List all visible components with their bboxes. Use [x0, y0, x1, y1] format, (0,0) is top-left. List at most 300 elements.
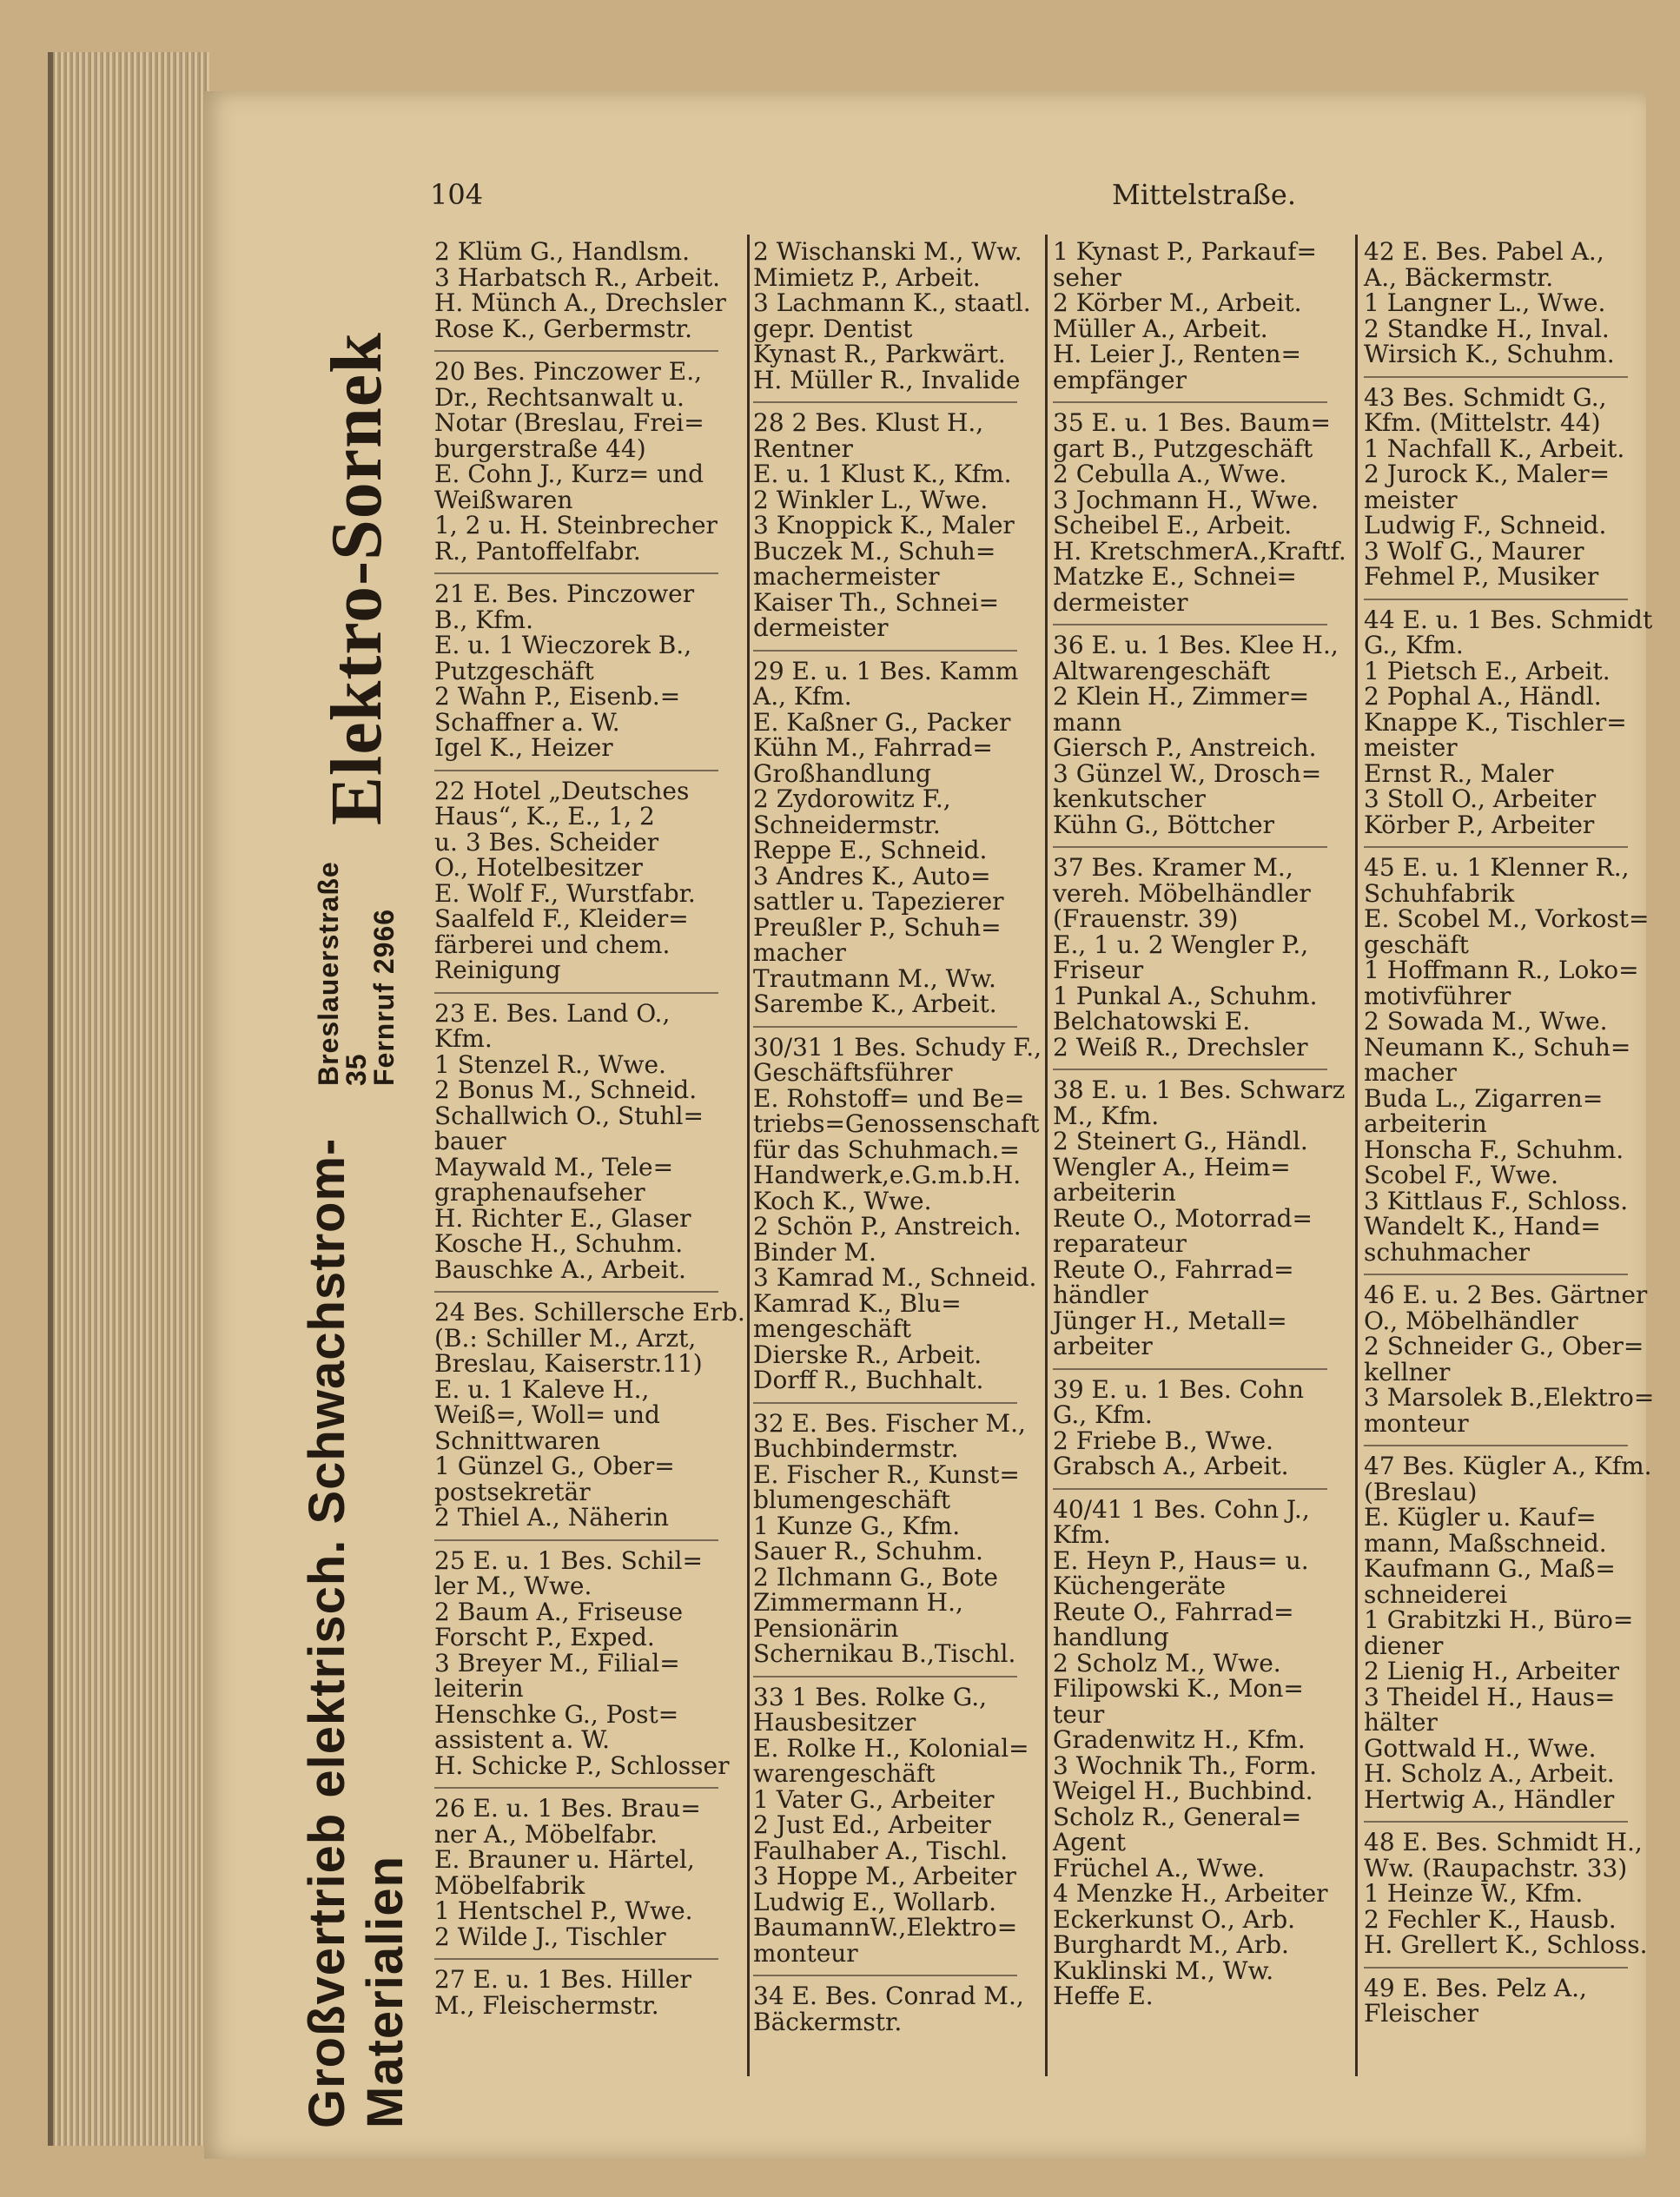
directory-line: teur	[1053, 1699, 1105, 1729]
entry-separator	[1364, 1274, 1628, 1275]
directory-line: Ernst R., Maler	[1364, 758, 1554, 788]
directory-line: Matzke E., Schnei=	[1053, 562, 1297, 591]
directory-line: 1 Kunze G., Kfm.	[753, 1511, 961, 1540]
directory-line: Sauer R., Schuhm.	[753, 1537, 983, 1565]
directory-line: 27 E. u. 1 Bes. Hiller	[434, 1965, 691, 1994]
directory-line: 3 Lachmann K., staatl.	[753, 288, 1031, 317]
book-edge	[48, 52, 209, 2146]
directory-line: Zimmermann H.,	[753, 1588, 963, 1617]
directory-line: 2 Schön P., Anstreich.	[753, 1212, 1022, 1241]
directory-line: Maywald M., Tele=	[434, 1152, 674, 1181]
directory-line: 20 Bes. Pinczower E.,	[434, 357, 703, 386]
page-header	[430, 178, 1663, 213]
directory-line: 3 Günzel W., Drosch=	[1053, 758, 1322, 788]
directory-line: Kfm.	[1053, 1520, 1111, 1549]
directory-line: H. Leier J., Renten=	[1053, 340, 1301, 368]
directory-line: 2 Körber M., Arbeit.	[1053, 288, 1302, 317]
directory-line: 1 Stenzel R., Wwe.	[434, 1049, 666, 1079]
directory-line: Schnittwaren	[434, 1426, 601, 1455]
directory-line: Weigel H., Buchbind.	[1053, 1777, 1313, 1805]
directory-line: 38 E. u. 1 Bes. Schwarz	[1053, 1075, 1346, 1104]
entry-separator	[1053, 846, 1327, 848]
directory-line: 46 E. u. 2 Bes. Gärtner	[1364, 1280, 1648, 1309]
directory-line: händler	[1053, 1280, 1148, 1309]
directory-line: postsekretär	[434, 1477, 591, 1506]
directory-line: Henschke G., Post=	[434, 1699, 679, 1729]
entry-separator	[753, 1402, 1017, 1404]
directory-line: Koch K., Wwe.	[753, 1186, 932, 1215]
entry-separator	[753, 1975, 1017, 1976]
entry-separator	[1364, 376, 1628, 378]
entry-separator	[753, 1676, 1017, 1678]
directory-line: monteur	[753, 1938, 858, 1968]
directory-line: Hausbesitzer	[753, 1708, 916, 1737]
directory-line: leiterin	[434, 1674, 524, 1703]
directory-line: Kfm. (Mittelstr. 44)	[1364, 408, 1601, 437]
directory-line: Belchatowski E.	[1053, 1007, 1251, 1036]
directory-line: H. Müller R., Invalide	[753, 365, 1021, 394]
directory-line: Dr., Rechtsanwalt u.	[434, 382, 685, 412]
directory-line: M., Fleischermstr.	[434, 1990, 659, 2020]
directory-line: arbeiterin	[1053, 1178, 1176, 1207]
directory-line: BaumannW.,Elektro=	[753, 1913, 1018, 1942]
directory-line: Wengler A., Heim=	[1053, 1152, 1291, 1181]
directory-line: 1 Günzel G., Ober=	[434, 1452, 675, 1480]
directory-line: 1 Heinze W., Kfm.	[1364, 1879, 1584, 1908]
directory-line: 1 Pietsch E., Arbeit.	[1364, 656, 1611, 685]
directory-line: Wandelt K., Hand=	[1364, 1212, 1601, 1241]
directory-line: Kuklinski M., Ww.	[1053, 1955, 1274, 1985]
directory-line: 2 Zydorowitz F.,	[753, 784, 951, 813]
directory-line: G., Kfm.	[1053, 1400, 1153, 1429]
directory-line: 3 Marsolek B.,Elektro=	[1364, 1383, 1655, 1412]
directory-line: 2 Wahn P., Eisenb.=	[434, 682, 681, 711]
directory-line: Kamrad K., Blu=	[753, 1288, 962, 1318]
directory-line: macher	[753, 938, 846, 967]
directory-line: (B.: Schiller M., Arzt,	[434, 1323, 697, 1353]
directory-line: H. Scholz A., Arbeit.	[1364, 1759, 1615, 1788]
directory-line: Fleischer	[1364, 1999, 1478, 2028]
directory-line: arbeiter	[1053, 1332, 1153, 1360]
directory-line: Giersch P., Anstreich.	[1053, 733, 1317, 762]
directory-line: Buczek M., Schuh=	[753, 536, 996, 566]
directory-line: Schernikau B.,Tischl.	[753, 1639, 1016, 1668]
entry-separator	[1053, 401, 1327, 403]
directory-line: E. Fischer R., Kunst=	[753, 1459, 1020, 1489]
directory-line: Fehmel P., Musiker	[1364, 562, 1599, 591]
directory-line: Reute O., Fahrrad=	[1053, 1254, 1294, 1284]
directory-line: Dorff R., Buchhalt.	[753, 1366, 984, 1394]
directory-line: 47 Bes. Kügler A., Kfm.	[1364, 1452, 1652, 1480]
directory-line: 22 Hotel „Deutsches	[434, 776, 690, 805]
directory-line: 48 E. Bes. Schmidt H.,	[1364, 1828, 1643, 1856]
directory-line: geschäft	[1364, 930, 1469, 959]
directory-line: Rose K., Gerbermstr.	[434, 314, 692, 343]
directory-line: Faulhaber A., Tischl.	[753, 1836, 1009, 1865]
directory-line: meister	[1364, 733, 1458, 762]
directory-line: 2 Friebe B., Wwe.	[1053, 1426, 1273, 1455]
directory-line: Igel K., Heizer	[434, 733, 613, 762]
directory-line: 26 E. u. 1 Bes. Brau=	[434, 1794, 701, 1823]
directory-line: 37 Bes. Kramer M.,	[1053, 853, 1293, 882]
directory-line: (Frauenstr. 39)	[1053, 904, 1239, 933]
directory-line: Früchel A., Wwe.	[1053, 1853, 1266, 1883]
directory-line: 2 Jurock K., Maler=	[1364, 460, 1611, 488]
directory-line: Sarembe K., Arbeit.	[753, 989, 997, 1018]
street-title: Mittelstraße.	[1112, 178, 1297, 211]
vertical-advertisement	[299, 217, 434, 2128]
directory-line: E., 1 u. 2 Wengler P.,	[1053, 930, 1309, 959]
directory-line: 1 Kynast P., Parkauf=	[1053, 237, 1317, 266]
directory-line: Jünger H., Metall=	[1053, 1306, 1287, 1335]
directory-line: 3 Hoppe M., Arbeiter	[753, 1862, 1016, 1890]
directory-line: 32 E. Bes. Fischer M.,	[753, 1408, 1026, 1438]
directory-line: E. Rolke H., Kolonial=	[753, 1733, 1029, 1763]
directory-line: Mimietz P., Arbeit.	[753, 262, 981, 292]
entry-separator	[434, 1958, 718, 1960]
directory-line: kellner	[1364, 1357, 1451, 1386]
directory-line: Wirsich K., Schuhm.	[1364, 340, 1615, 368]
directory-line: Gottwald H., Wwe.	[1364, 1733, 1597, 1763]
directory-line: E. u. 1 Wieczorek B.,	[434, 631, 692, 659]
entry-separator	[434, 572, 718, 574]
directory-line: 3 Kittlaus F., Schloss.	[1364, 1186, 1629, 1215]
directory-line: Großhandlung	[753, 758, 931, 788]
entry-separator	[434, 1291, 718, 1293]
directory-line: Weiß=, Woll= und	[434, 1400, 660, 1429]
directory-line: Honscha F., Schuhm.	[1364, 1135, 1624, 1164]
directory-line: arbeiterin	[1364, 1109, 1487, 1138]
directory-line: 2 Bonus M., Schneid.	[434, 1075, 698, 1104]
directory-line: blumengeschäft	[753, 1486, 950, 1514]
directory-line: 1 Hentschel P., Wwe.	[434, 1896, 693, 1925]
directory-line: Dierske R., Arbeit.	[753, 1340, 982, 1369]
directory-line: E. u. 1 Kaleve H.,	[434, 1374, 650, 1404]
directory-line: 39 E. u. 1 Bes. Cohn	[1053, 1374, 1304, 1404]
directory-line: Forscht P., Exped.	[434, 1623, 655, 1651]
directory-line: gepr. Dentist	[753, 314, 913, 343]
directory-line: Grabsch A., Arbeit.	[1053, 1452, 1289, 1480]
directory-line: Müller A., Arbeit.	[1053, 314, 1268, 343]
directory-line: 43 Bes. Schmidt G.,	[1364, 382, 1607, 412]
directory-line: Ludwig E., Wollarb.	[753, 1887, 996, 1916]
directory-line: 2 Steinert G., Händl.	[1053, 1127, 1308, 1155]
directory-line: 2 Wischanski M., Ww.	[753, 237, 1022, 266]
directory-line: schneiderei	[1364, 1579, 1508, 1609]
directory-line: warengeschäft	[753, 1759, 936, 1788]
directory-line: H. Schicke P., Schlosser	[434, 1750, 730, 1780]
directory-line: 23 E. Bes. Land O.,	[434, 998, 671, 1028]
directory-line: Binder M.	[753, 1237, 876, 1267]
directory-line: dermeister	[1053, 587, 1188, 617]
directory-line: diener	[1364, 1631, 1444, 1660]
directory-line: Knappe K., Tischler=	[1364, 707, 1627, 737]
directory-line: E. Scobel M., Vorkost=	[1364, 904, 1650, 933]
directory-line: Küchengeräte	[1053, 1572, 1227, 1600]
directory-column-4	[1364, 237, 1655, 2028]
directory-line: H. Grellert K., Schloss.	[1364, 1930, 1648, 1959]
directory-line: Weißwaren	[434, 485, 573, 514]
directory-line: Scholz R., General=	[1053, 1802, 1302, 1831]
directory-line: Kfm.	[434, 1024, 493, 1053]
directory-line: Gradenwitz H., Kfm.	[1053, 1725, 1306, 1754]
directory-line: H. Richter E., Glaser	[434, 1203, 691, 1233]
directory-column-3	[1053, 239, 1351, 2009]
directory-line: 1 Vater G., Arbeiter	[753, 1784, 995, 1814]
directory-line: schuhmacher	[1364, 1237, 1531, 1267]
directory-line: 36 E. u. 1 Bes. Klee H.,	[1053, 631, 1339, 659]
directory-line: 1 Grabitzki H., Büro=	[1364, 1605, 1634, 1634]
directory-line: A., Kfm.	[753, 682, 852, 711]
directory-line: E. Brauner u. Härtel,	[434, 1845, 695, 1874]
directory-line: monteur	[1364, 1408, 1469, 1438]
directory-line: 2 Scholz M., Wwe.	[1053, 1648, 1281, 1678]
directory-line: seher	[1053, 262, 1121, 292]
directory-line: 4 Menzke H., Arbeiter	[1053, 1879, 1328, 1908]
directory-line: Reute O., Motorrad=	[1053, 1203, 1313, 1233]
directory-line: hälter	[1364, 1708, 1438, 1737]
directory-column-1	[434, 239, 743, 2018]
directory-line: 2 Ilchmann G., Bote	[753, 1562, 998, 1592]
entry-separator	[434, 992, 718, 994]
directory-line: Scobel F., Wwe.	[1364, 1161, 1559, 1189]
directory-line: 3 Andres K., Auto=	[753, 861, 991, 890]
ad-firm-name: Elektro-Sornek	[315, 332, 397, 825]
directory-line: ler M., Wwe.	[434, 1572, 592, 1600]
directory-line: E. Kaßner G., Packer	[753, 707, 1011, 737]
directory-line: Reute O., Fahrrad=	[1053, 1597, 1294, 1626]
directory-line: Körber P., Arbeiter	[1364, 810, 1595, 839]
directory-line: 1 Langner L., Wwe.	[1364, 288, 1606, 317]
directory-line: Pensionärin	[753, 1613, 899, 1643]
directory-line: Notar (Breslau, Frei=	[434, 408, 704, 437]
directory-line: H. KretschmerA.,Kraftf.	[1053, 536, 1346, 566]
directory-line: assistent a. W.	[434, 1725, 611, 1754]
directory-line: vereh. Möbelhändler	[1053, 878, 1311, 908]
entry-separator	[1364, 1821, 1628, 1823]
entry-separator	[434, 350, 718, 352]
directory-line: 21 E. Bes. Pinczower	[434, 579, 695, 608]
directory-line: Möbelfabrik	[434, 1870, 585, 1900]
directory-line: 2 Baum A., Friseuse	[434, 1597, 684, 1626]
directory-line: H. Münch A., Drechsler	[434, 288, 726, 317]
directory-line: 2 Cebulla A., Wwe.	[1053, 460, 1287, 488]
directory-line: Kosche H., Schuhm.	[434, 1229, 684, 1258]
directory-line: 29 E. u. 1 Bes. Kamm	[753, 656, 1019, 685]
directory-line: 3 Breyer M., Filial=	[434, 1648, 680, 1678]
directory-line: 45 E. u. 1 Klenner R.,	[1364, 853, 1630, 882]
directory-line: u. 3 Bes. Scheider	[434, 827, 659, 857]
directory-line: Altwarengeschäft	[1053, 656, 1270, 685]
directory-line: 49 E. Bes. Pelz A.,	[1364, 1973, 1587, 2002]
directory-line: 2 Lienig H., Arbeiter	[1364, 1657, 1620, 1685]
directory-line: E. Cohn J., Kurz= und	[434, 460, 704, 488]
directory-line: Kaufmann G., Maß=	[1364, 1554, 1616, 1583]
directory-line: 1 Nachfall K., Arbeit.	[1364, 433, 1625, 463]
directory-line: Schneidermstr.	[753, 810, 941, 839]
directory-line: 30/31 1 Bes. Schudy F.,	[753, 1032, 1042, 1062]
directory-line: Bauschke A., Arbeit.	[434, 1254, 686, 1284]
directory-line: 2 Klüm G., Handlsm.	[434, 237, 690, 266]
directory-line: 3 Theidel H., Haus=	[1364, 1682, 1616, 1711]
directory-line: Geschäftsführer	[753, 1058, 953, 1087]
ad-slogan: Großvertrieb elektrisch. Schwachstrom-Materialien	[299, 1137, 413, 2128]
entry-separator	[1364, 1967, 1628, 1969]
directory-line: Haus“, K., E., 1, 2	[434, 802, 655, 830]
directory-line: E. Heyn P., Haus= u.	[1053, 1545, 1309, 1575]
directory-line: 33 1 Bes. Rolke G.,	[753, 1682, 988, 1711]
directory-line: Burghardt M., Arb.	[1053, 1930, 1289, 1959]
directory-line: 34 E. Bes. Conrad M.,	[753, 1982, 1024, 2010]
directory-line: sattler u. Tapezierer	[753, 887, 1004, 916]
directory-line: E. Kügler u. Kauf=	[1364, 1503, 1597, 1532]
directory-line: 2 Klein H., Zimmer=	[1053, 682, 1310, 711]
directory-line: mann	[1053, 707, 1122, 737]
directory-line: triebs=Genossenschaft	[753, 1109, 1040, 1138]
directory-line: Schallwich O., Stuhl=	[434, 1101, 704, 1130]
directory-line: handlung	[1053, 1623, 1169, 1651]
directory-line: 42 E. Bes. Pabel A.,	[1364, 237, 1604, 266]
directory-line: Buchbindermstr.	[753, 1434, 959, 1463]
directory-line: burgerstraße 44)	[434, 433, 646, 463]
column-divider	[747, 235, 750, 2076]
entry-separator	[1053, 1488, 1327, 1490]
entry-separator	[434, 770, 718, 771]
directory-line: E. Wolf F., Wurstfabr.	[434, 878, 696, 908]
directory-line: Kynast R., Parkwärt.	[753, 340, 1006, 368]
directory-line: E. u. 1 Klust K., Kfm.	[753, 460, 1012, 488]
directory-line: Ludwig F., Schneid.	[1364, 511, 1607, 539]
page-number: 104	[430, 178, 484, 211]
directory-line: 2 Just Ed., Arbeiter	[753, 1810, 991, 1839]
directory-line: M., Kfm.	[1053, 1101, 1160, 1130]
directory-line: Putzgeschäft	[434, 656, 594, 685]
directory-line: Trautmann M., Ww.	[753, 963, 996, 993]
directory-line: Neumann K., Schuh=	[1364, 1032, 1631, 1062]
directory-line: kenkutscher	[1053, 784, 1206, 813]
directory-line: G., Kfm.	[1364, 631, 1464, 659]
directory-line: Saalfeld F., Kleider=	[434, 904, 689, 933]
directory-line: 2 Standke H., Inval.	[1364, 314, 1610, 343]
directory-line: 2 Wilde J., Tischler	[434, 1922, 666, 1951]
entry-separator	[1364, 846, 1628, 848]
directory-line: Ww. (Raupachstr. 33)	[1364, 1853, 1628, 1883]
directory-line: meister	[1364, 485, 1458, 514]
entry-separator	[753, 650, 1017, 652]
entry-separator	[753, 401, 1017, 403]
entry-separator	[1364, 1445, 1628, 1446]
directory-line: 3 Wochnik Th., Form.	[1053, 1750, 1318, 1780]
directory-line: 40/41 1 Bes. Cohn J.,	[1053, 1494, 1310, 1524]
directory-line: Breslau, Kaiserstr.11)	[434, 1349, 703, 1378]
entry-separator	[434, 1787, 718, 1789]
directory-line: Agent	[1053, 1828, 1126, 1856]
directory-line: 1, 2 u. H. Steinbrecher	[434, 511, 718, 539]
directory-line: empfänger	[1053, 365, 1187, 394]
directory-line: Rentner	[753, 433, 853, 463]
ad-contact	[314, 825, 398, 1086]
directory-line: 2 Pophal A., Händl.	[1364, 682, 1602, 711]
directory-line: Buda L., Zigarren=	[1364, 1083, 1604, 1113]
entry-separator	[434, 1539, 718, 1541]
directory-line: 24 Bes. Schillersche Erb.	[434, 1298, 745, 1327]
directory-line: O., Hotelbesitzer	[434, 853, 643, 882]
directory-line: 1 Punkal A., Schuhm.	[1053, 981, 1318, 1010]
directory-line: färberei und chem.	[434, 930, 671, 959]
directory-line: E. Rohstoff= und Be=	[753, 1083, 1025, 1113]
directory-line: 2 Fechler K., Hausb.	[1364, 1904, 1617, 1934]
directory-line: 28 2 Bes. Klust H.,	[753, 408, 984, 437]
directory-line: Handwerk,e.G.m.b.H.	[753, 1161, 1022, 1189]
directory-line: 3 Knoppick K., Maler	[753, 511, 1015, 539]
entry-separator	[1364, 599, 1628, 600]
directory-line: O., Möbelhändler	[1364, 1306, 1578, 1335]
directory-line: 2 Thiel A., Näherin	[434, 1503, 669, 1532]
directory-line: Reinigung	[434, 956, 561, 984]
directory-line: dermeister	[753, 613, 889, 642]
entry-separator	[1053, 1069, 1327, 1070]
directory-line: reparateur	[1053, 1229, 1187, 1258]
directory-line: Eckerkunst O., Arb.	[1053, 1904, 1296, 1934]
directory-line: A., Bäckermstr.	[1364, 262, 1554, 292]
directory-line: 35 E. u. 1 Bes. Baum=	[1053, 408, 1331, 437]
directory-line: Preußler P., Schuh=	[753, 912, 1002, 942]
directory-line: für das Schuhmach.=	[753, 1135, 1020, 1164]
directory-line: motivführer	[1364, 981, 1511, 1010]
directory-line: B., Kfm.	[434, 605, 534, 634]
directory-line: 3 Kamrad M., Schneid.	[753, 1263, 1037, 1292]
ad-address: Breslauerstraße 35	[313, 861, 372, 1086]
directory-line: gart B., Putzgeschäft	[1053, 433, 1313, 463]
entry-separator	[753, 1026, 1017, 1028]
directory-line: Kaiser Th., Schnei=	[753, 587, 1000, 617]
directory-line: 3 Stoll O., Arbeiter	[1364, 784, 1597, 813]
ad-phone: Fernruf 2966	[368, 908, 400, 1086]
directory-line: 2 Schneider G., Ober=	[1364, 1332, 1644, 1360]
directory-line: Bäckermstr.	[753, 2007, 903, 2036]
directory-column-2	[753, 239, 1040, 2035]
directory-line: ner A., Möbelfabr.	[434, 1819, 658, 1849]
directory-line: Schuhfabrik	[1364, 878, 1515, 908]
directory-line: 3 Harbatsch R., Arbeit.	[434, 262, 721, 292]
directory-line: Scheibel E., Arbeit.	[1053, 511, 1293, 539]
entry-separator	[1053, 624, 1327, 625]
directory-line: 3 Jochmann H., Wwe.	[1053, 485, 1320, 514]
directory-line: 1 Hoffmann R., Loko=	[1364, 956, 1639, 984]
directory-line: R., Pantoffelfabr.	[434, 536, 641, 566]
directory-line: graphenaufseher	[434, 1178, 645, 1207]
directory-line: Kühn M., Fahrrad=	[753, 733, 993, 762]
directory-line: mengeschäft	[753, 1314, 912, 1343]
directory-line: 44 E. u. 1 Bes. Schmidt	[1364, 605, 1653, 634]
directory-line: (Breslau)	[1364, 1477, 1478, 1506]
directory-line: Friseur	[1053, 956, 1144, 984]
directory-line: Reppe E., Schneid.	[753, 836, 988, 864]
directory-line: Hertwig A., Händler	[1364, 1784, 1615, 1814]
directory-line: Kühn G., Böttcher	[1053, 810, 1274, 839]
column-divider	[1045, 235, 1048, 2076]
entry-separator	[1053, 1368, 1327, 1370]
directory-line: macher	[1364, 1058, 1457, 1087]
directory-line: 2 Sowada M., Wwe.	[1364, 1007, 1608, 1036]
directory-line: bauer	[434, 1127, 506, 1155]
directory-line: mann, Maßschneid.	[1364, 1528, 1607, 1558]
directory-line: Schaffner a. W.	[434, 707, 620, 737]
directory-line: 2 Winkler L., Wwe.	[753, 485, 989, 514]
directory-line: 3 Wolf G., Maurer	[1364, 536, 1584, 566]
directory-line: 2 Weiß R., Drechsler	[1053, 1032, 1308, 1062]
directory-line: Filipowski K., Mon=	[1053, 1674, 1304, 1703]
